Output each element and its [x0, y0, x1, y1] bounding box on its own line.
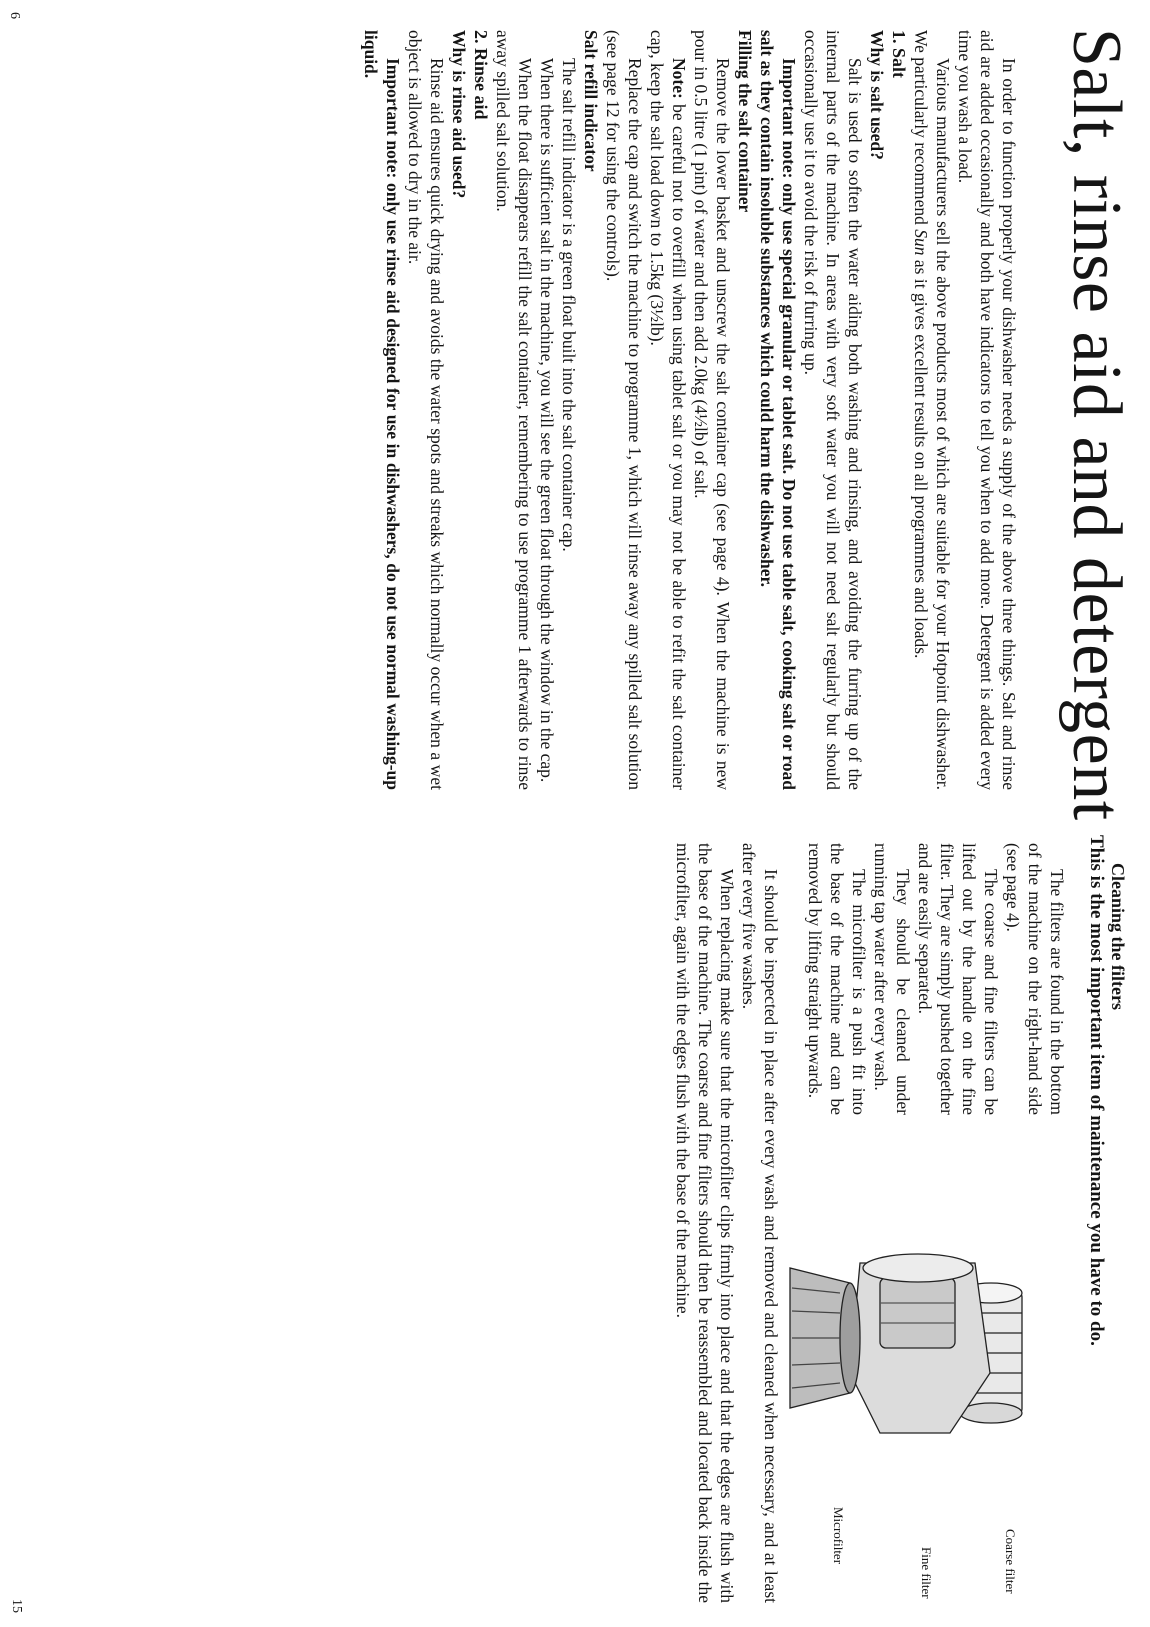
filters-headings [1085, 835, 1128, 1346]
page-number-left: 6 [7, 12, 22, 19]
indicator-text-1: The salt refill indicator is a green float built into the salt container cap. [559, 58, 579, 552]
maintenance-subheading: This is the most important item of maintenance you have to do. [1086, 835, 1107, 1346]
filter-illustration [780, 1143, 1030, 1603]
page-title: Salt, rinse aid and detergent [1058, 28, 1135, 821]
filling-heading: Filling the salt container [735, 30, 755, 213]
coarse-filter-label: Coarse filter [1003, 1529, 1018, 1594]
why-rinse-heading: Why is rinse aid used? [449, 30, 469, 199]
replace-cap-text: Replace the cap and switch the machine to programme 1, which will rinse away any spilled salt solution (see page 12 for using the controls). [603, 30, 645, 790]
note-label: Note: [669, 58, 689, 99]
filters-para-2: The coarse and fine filters can be lifted out by the handle on the fine filter. They are simply pushed together and are easily separated. [915, 843, 1001, 1115]
filters-intro-text [804, 843, 1068, 1115]
why-rinse-text: Rinse aid ensures quick drying and avoids the water spots and streaks which normally occur when a wet object is allowed to dry in the air. [405, 30, 447, 790]
note-paragraph: Note: be careful not to overfill when using tablet salt or you may not be able to refit the salt container cap, keep the salt load down to 1.5kg (3½lb). [647, 30, 689, 790]
page-15 [0, 813, 1150, 1627]
filters-para-4: The microfilter is a push fit into the base of the machine and can be removed by lifting straight upwards. [805, 843, 869, 1115]
page-number-right: 15 [9, 1599, 24, 1613]
cleaning-filters-heading: Cleaning the filters [1108, 863, 1128, 1010]
indicator-text-3: When the float disappears refill the salt container, remembering to use programme 1 afterwards to rinse away spilled salt solution. [493, 30, 535, 790]
fine-filter-label: Fine filter [919, 1547, 934, 1599]
intro-paragraph: In order to function properly your dishwasher needs a supply of the above three things. Salt and rinse aid are added occasionally and both have indicators to tell you when to add more. Detergent is added every time you wash a load. [955, 30, 1019, 790]
filters-para-1: The filters are found in the bottom of the machine on the right-hand side (see page 4). [1003, 843, 1067, 1115]
indicator-heading: Salt refill indicator [581, 30, 601, 172]
important-rinse-note: Important note: only use rinse aid designed for use in dishwashers, do not use normal washing-up liquid. [361, 30, 403, 790]
left-body-text [360, 30, 1020, 790]
section-salt-heading: 1. Salt [889, 30, 909, 79]
indicator-text-2: When there is sufficient salt in the machine, you will see the green float through the window in the cap. [537, 58, 557, 783]
microfilter-graphic [790, 1268, 860, 1408]
filters-para-3: They should be cleaned under running tap water after every wash. [871, 843, 913, 1115]
filters-full-text [672, 843, 782, 1603]
microfilter-label: Microfilter [831, 1507, 846, 1565]
filters-para-5: It should be inspected in place after every wash and removed and cleaned when necessary, and at least after every five washes. [739, 843, 781, 1603]
manufacturers-paragraph: Various manufacturers sell the above products most of which are suitable for your Hotpoint dishwasher. We particularly recommend Sun as it gives excellent results on all programmes and loads. [911, 30, 953, 790]
filters-drawing [780, 1143, 1030, 1503]
why-salt-heading: Why is salt used? [867, 30, 887, 160]
filling-text: Remove the lower basket and unscrew the salt container cap (see page 4). When the machine is new pour in 0.5 litre (1 pint) of water and then add 2.0kg (4½lb) of salt. [691, 30, 733, 790]
filters-para-6: When replacing make sure that the microfilter clips firmly into place and that the edges are flush with the base of the machine. The coarse and fine filters should then be reassembled and located back inside the microfilter, again with the edges flush with the base of the machine. [673, 843, 737, 1603]
why-salt-text: Salt is used to soften the water aiding both washing and rinsing, and avoiding the furring up of the internal parts of the machine. In areas with very soft water you will not need salt regularly but should occasionally use it to avoid the risk of furring up. [801, 30, 865, 790]
important-salt-note: Important note: only use special granular or tablet salt. Do not use table salt, cooking salt or road salt as they contain insoluble substances which could harm the dishwasher. [757, 30, 799, 790]
brand-name: Sun [911, 229, 931, 256]
section-rinse-heading: 2. Rinse aid [471, 30, 491, 120]
